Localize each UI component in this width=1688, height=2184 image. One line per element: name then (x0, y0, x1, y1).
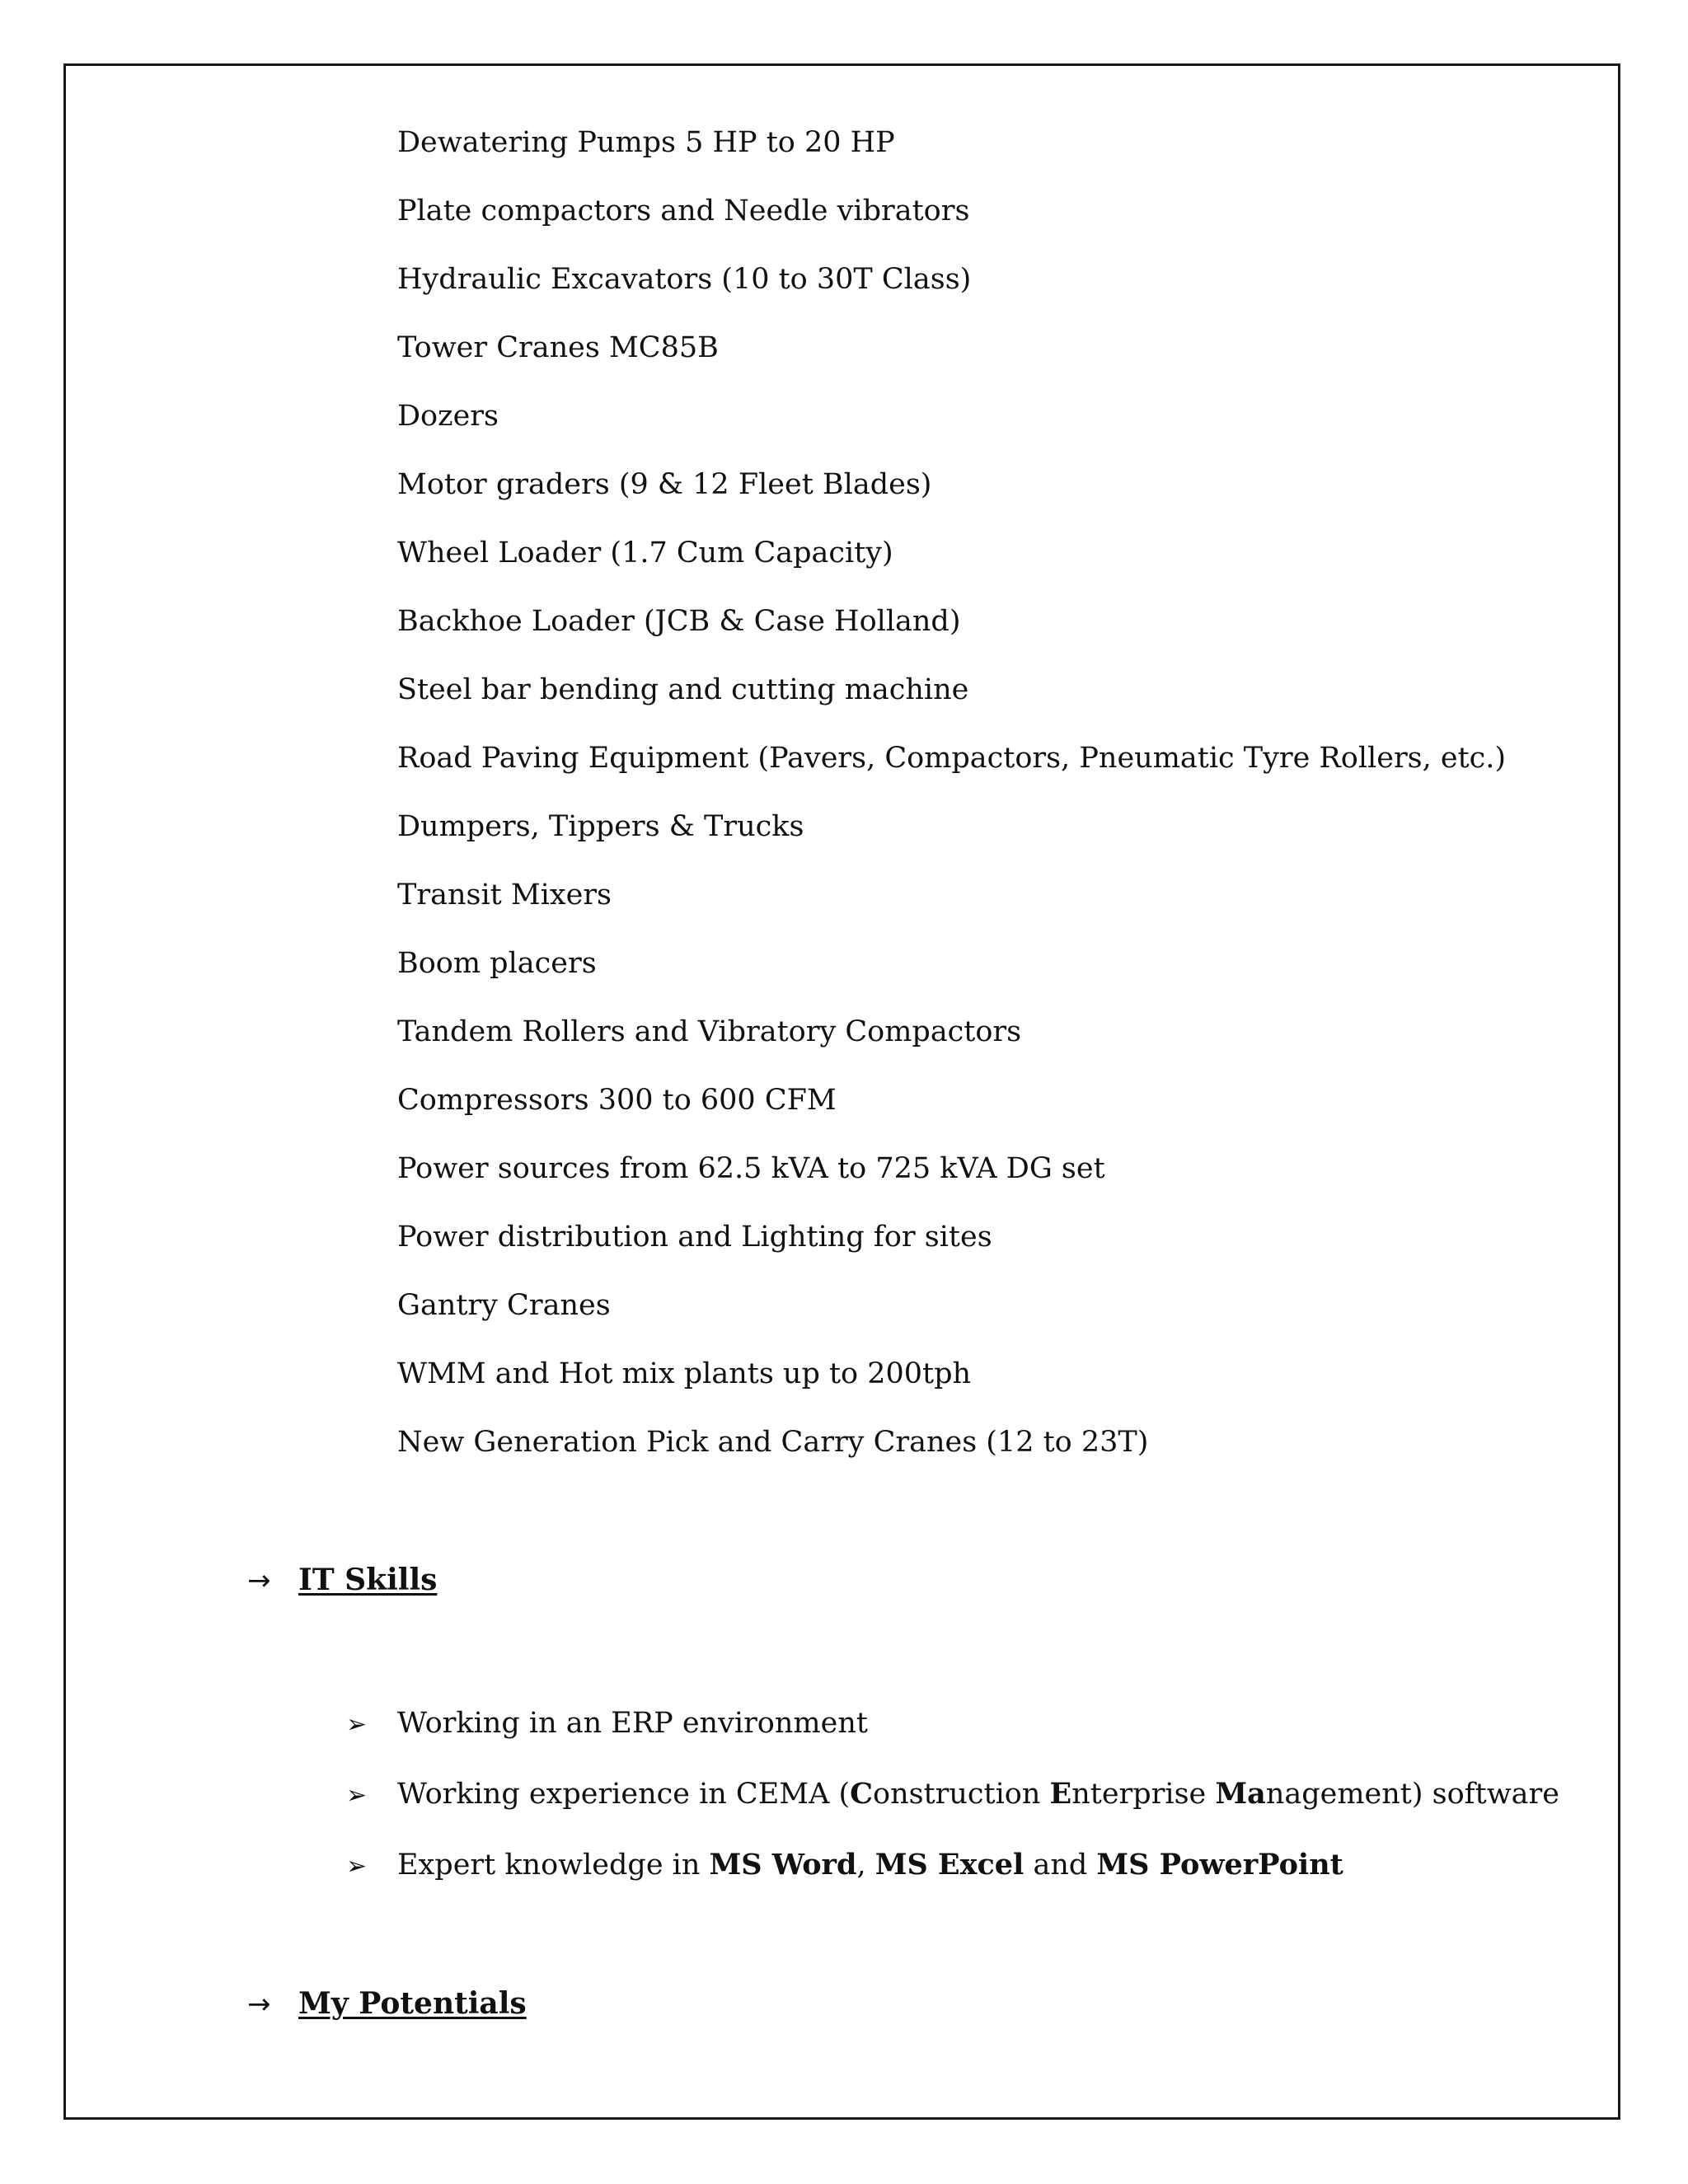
list-item: Road Paving Equipment (Pavers, Compactors, Pneumatic Tyre Rollers, etc.) (397, 742, 1507, 775)
list-item: Plate compactors and Needle vibrators (397, 194, 970, 227)
list-item (346, 1772, 1559, 1843)
skill-text-bold: E (1049, 1777, 1072, 1811)
skill-text: Expert knowledge in (397, 1849, 710, 1882)
list-item (346, 1843, 1559, 1914)
skill-text-bold: C (850, 1777, 874, 1811)
list-item: Hydraulic Excavators (10 to 30T Class) (397, 263, 972, 296)
skill-text-bold: MS Word (709, 1848, 857, 1882)
list-item: Dozers (397, 400, 499, 433)
list-item: Gantry Cranes (397, 1289, 611, 1322)
skill-text: and (1024, 1849, 1097, 1882)
list-item: Transit Mixers (397, 879, 612, 912)
list-item: Steel bar bending and cutting machine (397, 673, 969, 706)
skill-text: Working experience in CEMA ( (397, 1778, 851, 1811)
skill-text-bold: Ma (1215, 1777, 1266, 1811)
list-item: Tower Cranes MC85B (397, 331, 719, 364)
skill-text-bold: MS Excel (874, 1848, 1025, 1882)
list-item: Tandem Rollers and Vibratory Compactors (397, 1015, 1022, 1048)
section-title: IT Skills (298, 1563, 438, 1597)
list-item (346, 1701, 1559, 1772)
list-item: Power distribution and Lighting for sites (397, 1221, 992, 1254)
skill-text: nterprise (1071, 1778, 1216, 1811)
list-item: Boom placers (397, 947, 597, 980)
list-item: Motor graders (9 & 12 Fleet Blades) (397, 468, 932, 501)
arrowhead-bullet-icon: ➢ (346, 1781, 368, 1810)
skill-text: nagement) software (1265, 1778, 1559, 1811)
list-item: New Generation Pick and Carry Cranes (12 to 23T) (397, 1426, 1149, 1459)
list-item: WMM and Hot mix plants up to 200tph (397, 1357, 972, 1390)
skill-text-bold: MS PowerPoint (1096, 1848, 1343, 1882)
arrowhead-bullet-icon: ➢ (346, 1710, 368, 1739)
list-item: Dewatering Pumps 5 HP to 20 HP (397, 126, 895, 159)
section-title: My Potentials (298, 1986, 527, 2021)
arrow-right-icon: → (247, 1564, 271, 1597)
it-skills-heading (247, 1559, 437, 1601)
list-item: Wheel Loader (1.7 Cum Capacity) (397, 537, 893, 569)
arrow-right-icon: → (247, 1988, 271, 2021)
list-item: Dumpers, Tippers & Trucks (397, 810, 804, 843)
equipment-list (397, 120, 1506, 1488)
list-item: Backhoe Loader (JCB & Case Holland) (397, 605, 961, 638)
list-item: Power sources from 62.5 kVA to 725 kVA DG set (397, 1152, 1105, 1185)
it-skills-list (346, 1701, 1559, 1914)
arrowhead-bullet-icon: ➢ (346, 1852, 368, 1881)
potentials-heading (247, 1983, 527, 2025)
list-item: Compressors 300 to 600 CFM (397, 1084, 837, 1117)
skill-text: , (856, 1849, 875, 1882)
skill-text: Working in an ERP environment (397, 1707, 868, 1740)
skill-text: onstruction (873, 1778, 1050, 1811)
